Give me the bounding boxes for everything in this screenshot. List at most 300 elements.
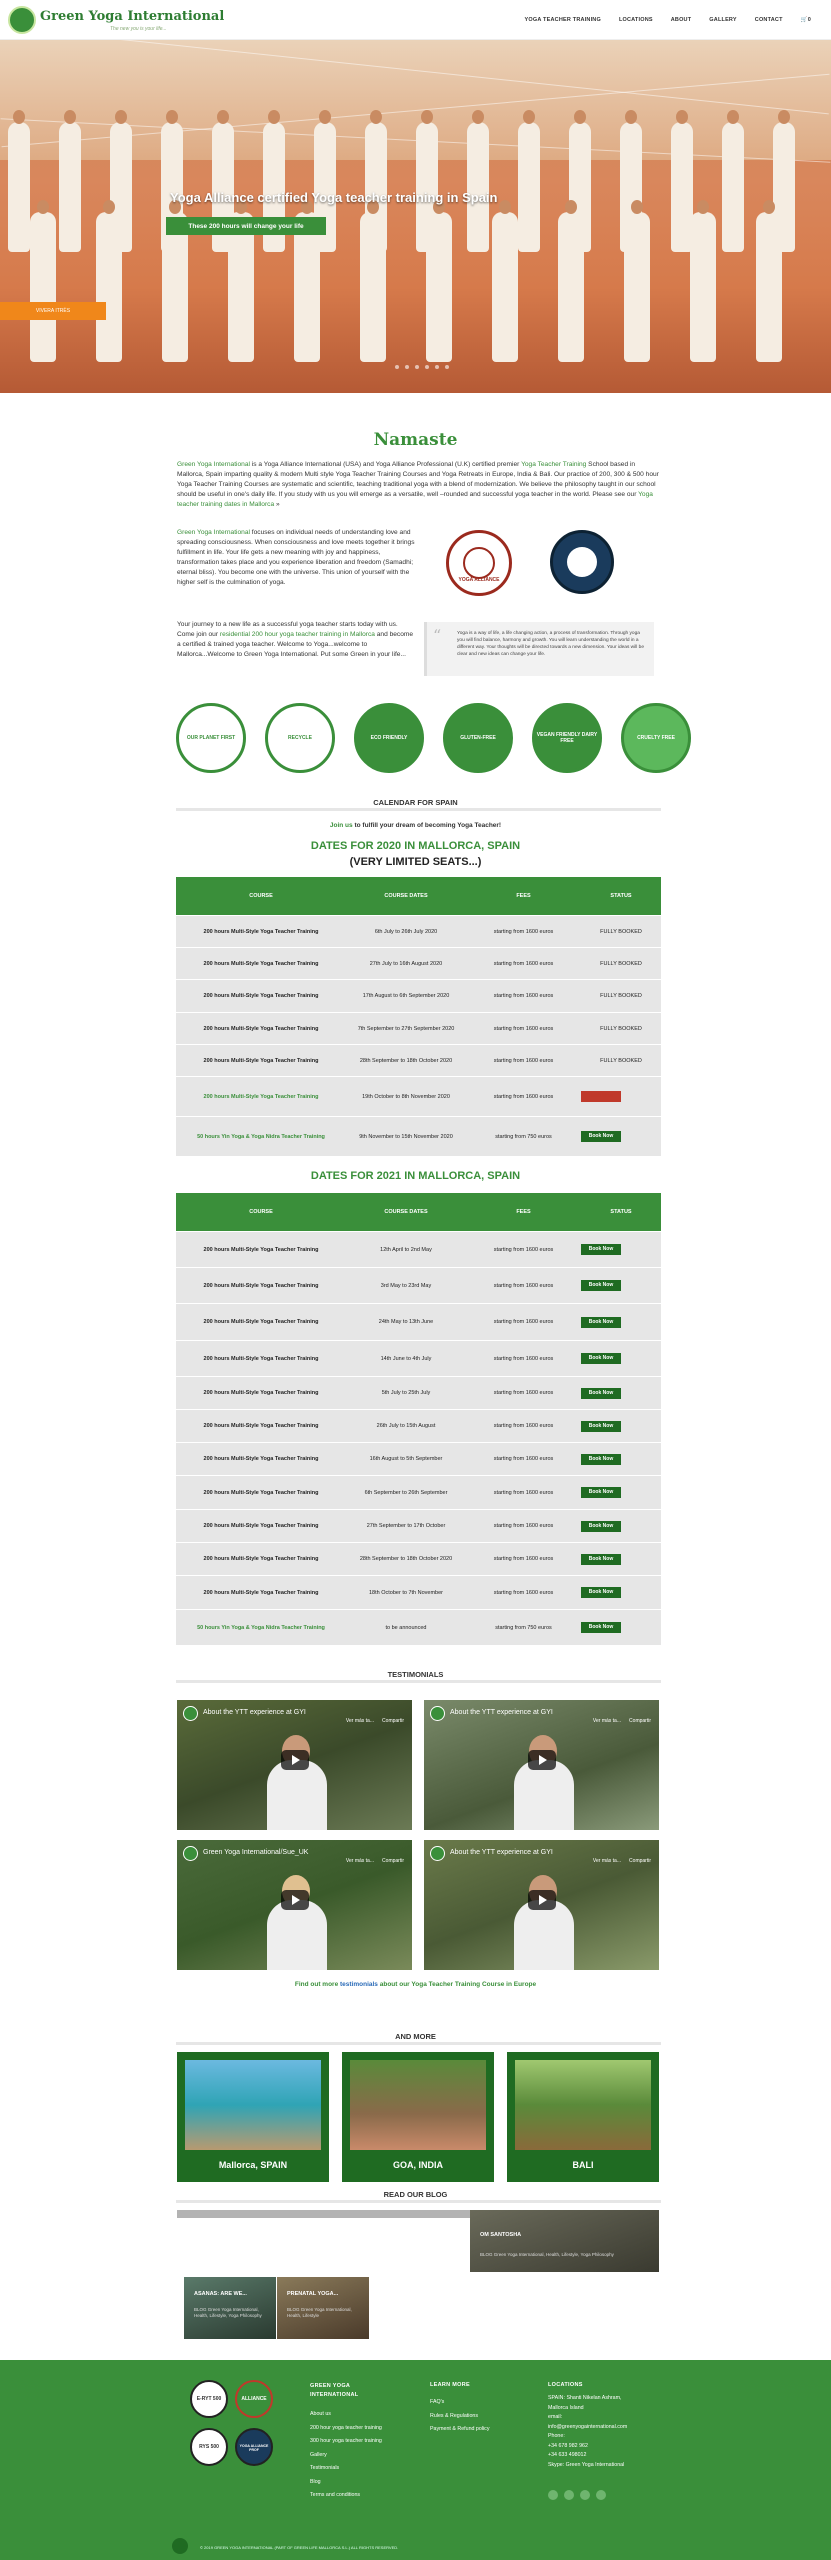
- destination-label[interactable]: GOA, INDIA: [392, 2160, 443, 2170]
- course-cell: 200 hours Multi-Style Yoga Teacher Training: [203, 993, 319, 999]
- fees-cell: starting from 1600 euros: [493, 1025, 554, 1032]
- col-course: COURSE: [249, 1209, 273, 1215]
- status-cell: [581, 1244, 661, 1255]
- nav-yoga-teacher-training[interactable]: YOGA TEACHER TRAINING: [524, 17, 601, 23]
- footer-skype[interactable]: Skype: Green Yoga International: [548, 2461, 625, 2468]
- video-title[interactable]: Green Yoga International/Sue_UK: [203, 1849, 309, 1856]
- status-cell: FULLY BOOKED: [600, 928, 642, 935]
- eco-icons-row: [176, 703, 691, 773]
- brand-link[interactable]: Green Yoga International: [177, 529, 250, 536]
- status-cell: [581, 1622, 661, 1633]
- fees-cell: starting from 1600 euros: [493, 1556, 554, 1562]
- yoga-alliance-prof-badge: [235, 2428, 273, 2466]
- testimonial-video-4[interactable]: [424, 1840, 659, 1970]
- dates-cell: 6th July to 26th July 2020: [374, 928, 438, 935]
- course-cell: 200 hours Multi-Style Yoga Teacher Training: [203, 1355, 319, 1362]
- channel-avatar[interactable]: [183, 1706, 198, 1721]
- footer-phone-1[interactable]: +34 678 982 962: [548, 2442, 588, 2449]
- hero-person-head: [268, 110, 280, 124]
- course-cell: 200 hours Multi-Style Yoga Teacher Training: [203, 1319, 319, 1325]
- footer-logo-icon[interactable]: [172, 2538, 188, 2554]
- course-cell: 200 hours Multi-Style Yoga Teacher Training: [203, 928, 319, 935]
- footer-link-200[interactable]: 200 hour yoga teacher training: [310, 2424, 382, 2431]
- find-more-text: [0, 1981, 831, 1988]
- hero-person-head: [697, 200, 709, 214]
- course-cell: 200 hours Multi-Style Yoga Teacher Training: [203, 1556, 319, 1562]
- hero-person-head: [37, 200, 49, 214]
- status-cell: [581, 1131, 661, 1142]
- course-cell: 200 hours Multi-Style Yoga Teacher Training: [203, 1489, 319, 1496]
- logo-icon[interactable]: [8, 6, 36, 34]
- footer-link-faq[interactable]: FAQ's: [430, 2399, 445, 2405]
- yoga-alliance-badge: [446, 530, 512, 596]
- main-nav: [525, 17, 811, 23]
- vegan-dairy-free-icon: VEGAN FRIENDLY DAIRY FREE: [532, 703, 602, 773]
- channel-avatar[interactable]: [183, 1846, 198, 1861]
- blog-post-meta: BLOG Green Yoga International, Health, Lifestyle, Yoga Philosophy: [480, 2252, 614, 2257]
- hero-person: [467, 122, 489, 252]
- badge-icon: [567, 547, 597, 577]
- fees-cell: starting from 1600 euros: [493, 1246, 554, 1253]
- cart-count: 0: [807, 17, 811, 23]
- footer-phone-2[interactable]: +34 633 498012: [548, 2452, 587, 2458]
- fees-cell: starting from 1600 euros: [493, 1390, 554, 1396]
- text: »: [274, 501, 280, 508]
- book-now-button[interactable]: Book Now: [581, 1244, 621, 1255]
- person-body: [514, 1900, 574, 1970]
- table-row: [176, 1012, 661, 1044]
- table-row: [176, 1340, 661, 1376]
- hero-person-head: [13, 110, 25, 124]
- fees-cell: starting from 750 euros: [495, 1133, 552, 1140]
- copyright: © 2019 GREEN YOGA INTERNATIONAL (PART OF GREEN LIFE MALLORCA S.L.) ALL RIGHTS RESERVED.: [200, 2545, 399, 2550]
- badge-icon: [463, 547, 495, 579]
- logo-text[interactable]: Green Yoga International: [40, 9, 225, 24]
- text: is a Yoga Alliance International (USA) and Yoga Alliance Professional (U.K) certified premier: [249, 461, 522, 468]
- fees-cell: starting from 1600 euros: [493, 1355, 554, 1362]
- instagram-icon[interactable]: [564, 2490, 574, 2500]
- fees-cell: starting from 1600 euros: [493, 1093, 554, 1100]
- book-now-button[interactable]: Book Now: [581, 1421, 621, 1432]
- hero-person: [360, 212, 386, 362]
- status-cell: [581, 1454, 661, 1465]
- badge-label: RYS 500: [199, 2444, 219, 2450]
- hero-person: [8, 122, 30, 252]
- fees-cell: starting from 1600 euros: [493, 928, 554, 935]
- course-cell: 50 hours Yin Yoga & Yoga Nidra Teacher Training: [197, 1133, 325, 1140]
- intro-paragraph-3: [177, 620, 415, 660]
- table-row: [176, 979, 661, 1012]
- dates-2021-table: [176, 1193, 661, 1645]
- dates-2020-table: [176, 877, 661, 1156]
- blog-post-title[interactable]: PRENATAL YOGA...: [287, 2291, 339, 2297]
- dates-cell: 24th May to 13th June: [378, 1319, 434, 1325]
- calendar-section-title: CALENDAR FOR SPAIN: [373, 798, 458, 807]
- footer-link-terms[interactable]: Terms and conditions: [310, 2492, 361, 2498]
- fees-cell: starting from 1600 euros: [493, 1523, 554, 1529]
- dates-2021-title: DATES FOR 2021 IN MALLORCA, SPAIN: [310, 1170, 521, 1182]
- dates-cell: 7th September to 27th September 2020: [357, 1025, 455, 1032]
- badge-label: E-RYT 500: [196, 2396, 222, 2402]
- e-ryt-500-badge: [190, 2380, 228, 2418]
- blog-post-title[interactable]: OM SANTOSHA: [480, 2232, 522, 2238]
- hero-person-head: [523, 110, 535, 124]
- hero-person: [722, 122, 744, 252]
- footer-email-link[interactable]: info@greenyogainternational.com: [548, 2423, 628, 2430]
- status-cell: FULLY BOOKED: [600, 993, 642, 999]
- book-now-button[interactable]: Book Now: [581, 1317, 621, 1328]
- dates-cell: 3rd May to 23rd May: [380, 1282, 432, 1289]
- hero-person-head: [370, 110, 382, 124]
- book-now-button[interactable]: Book Now: [581, 1587, 621, 1598]
- footer-link-rules[interactable]: Rules & Regulations: [430, 2412, 478, 2419]
- dates-cell: 28th September to 18th October 2020: [359, 1556, 453, 1562]
- watch-later-icon[interactable]: Ver más ta...: [345, 1718, 374, 1724]
- loc-line: Mallorca Island: [548, 2404, 584, 2411]
- join-us-link[interactable]: Join us: [329, 822, 353, 829]
- intro-paragraph-1: [177, 460, 659, 510]
- course-cell: 200 hours Multi-Style Yoga Teacher Training: [203, 1423, 319, 1429]
- hero-person-head: [166, 110, 178, 124]
- book-now-button[interactable]: Book Now: [581, 1388, 621, 1399]
- intro-paragraph-2: [177, 528, 415, 588]
- destination-label[interactable]: BALI: [572, 2160, 594, 2170]
- book-now-button[interactable]: Book Now: [581, 1280, 621, 1291]
- table-row: [176, 1116, 661, 1156]
- blog-post-title[interactable]: ASANAS: ARE WE...: [194, 2291, 247, 2297]
- watch-later-icon[interactable]: Ver más ta...: [592, 1718, 621, 1724]
- site-header: [0, 0, 831, 40]
- loc-line: SPAIN: Shanti Nikelan Ashram,: [548, 2395, 622, 2401]
- text: Your journey to a new life as a successful yoga teacher starts today with us. Come join our: [177, 621, 398, 638]
- share-icon[interactable]: Compartir: [629, 1718, 651, 1724]
- table-row: [176, 1442, 661, 1475]
- course-cell: 200 hours Multi-Style Yoga Teacher Training: [203, 1093, 319, 1100]
- hero-person-head: [625, 110, 637, 124]
- dates-cell: 6th September to 26th September: [364, 1489, 448, 1496]
- table-row: [176, 1509, 661, 1542]
- dates-cell: 27th September to 17th October: [366, 1523, 446, 1529]
- table-row: [176, 1542, 661, 1575]
- dates-2020-title: DATES FOR 2020 IN MALLORCA, SPAIN: [310, 840, 521, 852]
- hero-person: [30, 212, 56, 362]
- text: Find out more: [294, 1981, 340, 1988]
- video-title[interactable]: About the YTT experience at GYI: [450, 1849, 553, 1856]
- status-cell: [581, 1317, 661, 1328]
- fees-cell: starting from 750 euros: [495, 1624, 552, 1631]
- namaste-heading: Namaste: [373, 430, 458, 450]
- dates-link[interactable]: Yoga teacher training dates in Mallorca: [177, 491, 653, 508]
- book-now-button[interactable]: Book Now: [581, 1521, 621, 1532]
- destination-bali[interactable]: [507, 2052, 659, 2182]
- dates-cell: 12th April to 2nd May: [380, 1246, 432, 1253]
- col-status: STATUS: [610, 893, 632, 899]
- footer-learn-links: [430, 2396, 489, 2437]
- blog-post-om-santosha[interactable]: [470, 2210, 659, 2272]
- play-icon[interactable]: [281, 1750, 309, 1770]
- eco-friendly-icon: ECO FRIENDLY: [354, 703, 424, 773]
- testimonials-link[interactable]: testimonials: [340, 1981, 378, 1988]
- social-icons: [548, 2490, 628, 2502]
- table-header: [176, 1193, 661, 1231]
- footer-link-about[interactable]: About us: [310, 2411, 331, 2417]
- dates-cell: 9th November to 15th November 2020: [359, 1133, 453, 1140]
- hero-person-head: [217, 110, 229, 124]
- fees-cell: starting from 1600 euros: [493, 1282, 554, 1289]
- loc-line: email:: [548, 2414, 563, 2420]
- gluten-free-icon: GLUTEN-FREE: [443, 703, 513, 773]
- testimonial-video-1[interactable]: [177, 1700, 412, 1830]
- slider-dot[interactable]: [395, 365, 399, 369]
- hero-cta-button[interactable]: These 200 hours will change your life: [166, 217, 326, 235]
- status-cell: FULLY BOOKED: [600, 1057, 642, 1064]
- divider: [176, 1680, 661, 1683]
- col-fees: FEES: [516, 1209, 531, 1215]
- recycle-icon: RECYCLE: [265, 703, 335, 773]
- divider: [176, 2042, 661, 2045]
- text: and become a certified & trained yoga teacher. Welcome to Yoga...welcome to Mallorca...Welcome to Green Yoga International. Put some Green in your life...: [177, 631, 414, 658]
- dates-cell: 17th August to 6th September 2020: [362, 993, 450, 999]
- ytt-link[interactable]: Yoga Teacher Training: [521, 461, 587, 468]
- fees-cell: starting from 1600 euros: [493, 1319, 554, 1325]
- hero-person-head: [64, 110, 76, 124]
- cruelty-free-icon: CRUELTY FREE: [621, 703, 691, 773]
- loc-line: Phone:: [548, 2433, 565, 2439]
- course-cell: 200 hours Multi-Style Yoga Teacher Training: [203, 1523, 319, 1529]
- table-row: [176, 1231, 661, 1267]
- col-dates: COURSE DATES: [384, 893, 428, 899]
- dates-cell: 26th July to 15th August: [376, 1423, 436, 1429]
- footer-link-300[interactable]: 300 hour yoga teacher training: [310, 2438, 382, 2444]
- table-row: [176, 1076, 661, 1116]
- hero-person-head: [499, 200, 511, 214]
- channel-avatar[interactable]: [430, 1706, 445, 1721]
- hero-person-head: [778, 110, 790, 124]
- cart-icon[interactable]: 🛒0: [800, 17, 811, 23]
- course-cell: 200 hours Multi-Style Yoga Teacher Training: [203, 1246, 319, 1253]
- fees-cell: starting from 1600 euros: [493, 1589, 554, 1596]
- play-icon[interactable]: [281, 1890, 309, 1910]
- course-cell: 200 hours Multi-Style Yoga Teacher Training: [203, 1025, 319, 1032]
- dates-cell: 16th August to 5th September: [369, 1456, 443, 1462]
- table-row: [176, 1267, 661, 1303]
- nav-gallery[interactable]: GALLERY: [709, 17, 737, 23]
- share-icon[interactable]: Compartir: [629, 1858, 651, 1864]
- youtube-icon[interactable]: [580, 2490, 590, 2500]
- hero-person-head: [103, 200, 115, 214]
- video-title[interactable]: About the YTT experience at GYI: [450, 1709, 553, 1716]
- slider-dot[interactable]: [445, 365, 449, 369]
- hero-person: [624, 212, 650, 362]
- col-status: STATUS: [610, 1209, 632, 1215]
- twitter-icon[interactable]: [596, 2490, 606, 2500]
- status-cell: [581, 1353, 661, 1364]
- table-row: [176, 947, 661, 979]
- dates-cell: 28th September to 18th October 2020: [359, 1057, 453, 1064]
- book-now-button[interactable]: Book Now: [581, 1554, 621, 1565]
- book-now-button[interactable]: Book Now: [581, 1454, 621, 1465]
- footer-locations: [548, 2394, 627, 2470]
- hero-side-button[interactable]: VIVERA ITRÈS: [0, 302, 106, 320]
- book-now-button[interactable]: Book Now: [581, 1487, 621, 1498]
- hero-person: [518, 122, 540, 252]
- slider-dot[interactable]: [405, 365, 409, 369]
- residential-ytt-link[interactable]: residential 200 hour yoga teacher training in Mallorca: [219, 631, 375, 638]
- share-icon[interactable]: Compartir: [382, 1858, 404, 1864]
- blog-post-meta: BLOG Green Yoga International, Health, Lifestyle, Yoga Philosophy: [194, 2307, 262, 2318]
- dates-cell: 5th July to 25th July: [381, 1390, 431, 1396]
- testimonial-video-3[interactable]: [177, 1840, 412, 1970]
- mallorca-image: [185, 2060, 321, 2150]
- hero-slider: [0, 40, 831, 393]
- person-body: [267, 1900, 327, 1970]
- hero-person: [492, 212, 518, 362]
- hero-person-head: [421, 110, 433, 124]
- quote-text: Yoga is a way of life, a life changing action, a process of transformation. Through yoga you will find balance, harmony and growth. You will learn understanding the world in a different way. Your thoughts will be directed towards a new dimension. Your ideas will be clear and new ideas can change your life.: [457, 631, 645, 657]
- status-cell: [581, 1280, 661, 1291]
- text: School based in Mallorca, Spain imparting quality & modern Multi style Yoga Teacher Training Courses and Yoga Retreats in Europe, India & Bali. Our practice of 200, 300 & 500 hour Yoga Teacher Training Courses are systematic and scientific, teaching traditional yoga with a blend of modernization. We believe the philosophy taught in our school should be useful in one's daily life. If you study with us you will emerge as a versatile, well –rounded and successful yoga teacher in the world. Please see our: [177, 461, 659, 498]
- status-cell: [581, 1388, 661, 1399]
- watch-later-icon[interactable]: Ver más ta...: [592, 1858, 621, 1864]
- status-cell: [581, 1091, 661, 1102]
- table-row: [176, 1475, 661, 1509]
- footer-brand-title: GREEN YOGA INTERNATIONAL: [310, 2383, 359, 2398]
- watch-later-icon[interactable]: Ver más ta...: [345, 1858, 374, 1864]
- hero-person-head: [631, 200, 643, 214]
- table-row: [176, 1609, 661, 1645]
- slider-dot[interactable]: [425, 365, 429, 369]
- hero-title: Yoga Alliance certified Yoga teacher training in Spain: [170, 190, 498, 205]
- badge-label: YOGA ALLIANCE: [458, 577, 500, 583]
- footer-link-refund[interactable]: Payment & Refund policy: [430, 2426, 490, 2432]
- play-icon[interactable]: [528, 1890, 556, 1910]
- hero-person-head: [574, 110, 586, 124]
- text: focuses on individual needs of understanding love and spreading consciousness. When consciousness and love meets together it brings fulfillment in life. Your life gets a new meaning with joy and happiness, transformation takes place and you experience liberation and freedom (Samadhi; eternal bliss). You become one with the universe. This union of yourself with the higher self is the culmination of yoga.: [177, 529, 415, 586]
- course-cell: 200 hours Multi-Style Yoga Teacher Training: [203, 1589, 319, 1596]
- status-cell: FULLY BOOKED: [600, 960, 642, 967]
- hero-person-head: [472, 110, 484, 124]
- table-row: [176, 1575, 661, 1609]
- slider-dot[interactable]: [435, 365, 439, 369]
- dates-cell: 27th July to 16th August 2020: [369, 960, 443, 967]
- share-icon[interactable]: Compartir: [382, 1718, 404, 1724]
- table-row: [176, 1044, 661, 1076]
- status-cell: FULLY BOOKED: [600, 1025, 642, 1032]
- fees-cell: starting from 1600 euros: [493, 1057, 554, 1064]
- table-row: [176, 1376, 661, 1409]
- book-now-button[interactable]: Book Now: [581, 1353, 621, 1364]
- dates-2020-subtitle: (VERY LIMITED SEATS...): [349, 856, 482, 868]
- logo-tagline: The new you is your life...: [110, 26, 167, 32]
- goa-image: [350, 2060, 486, 2150]
- dates-cell: to be announced: [385, 1624, 427, 1631]
- hero-person-head: [676, 110, 688, 124]
- dates-cell: 14th June to 4th July: [380, 1355, 432, 1362]
- site-footer: [0, 2360, 831, 2560]
- rys-500-badge: [190, 2428, 228, 2466]
- course-cell: 200 hours Multi-Style Yoga Teacher Training: [203, 1390, 319, 1396]
- table-row: [176, 1303, 661, 1340]
- footer-link-testimonials[interactable]: Testimonials: [310, 2465, 340, 2471]
- course-cell: 200 hours Multi-Style Yoga Teacher Training: [203, 960, 319, 967]
- testimonial-video-2[interactable]: [424, 1700, 659, 1830]
- channel-avatar[interactable]: [430, 1846, 445, 1861]
- fees-cell: starting from 1600 euros: [493, 1423, 554, 1429]
- quote-icon: “: [433, 626, 442, 645]
- table-header: [176, 877, 661, 915]
- book-now-button[interactable]: Book Now: [581, 1091, 621, 1102]
- slider-dot[interactable]: [415, 365, 419, 369]
- nav-locations[interactable]: LOCATIONS: [618, 17, 653, 23]
- badge-label: ALLIANCE: [241, 2396, 267, 2402]
- hero-person-head: [727, 110, 739, 124]
- fees-cell: starting from 1600 euros: [493, 1489, 554, 1496]
- blog-post-asanas[interactable]: [184, 2277, 276, 2339]
- invite-text: [0, 822, 831, 829]
- destination-label[interactable]: Mallorca, SPAIN: [218, 2160, 288, 2170]
- divider: [176, 2200, 661, 2203]
- col-course: COURSE: [249, 893, 273, 899]
- yoga-quote: [424, 622, 654, 676]
- alliance-badge: [235, 2380, 273, 2418]
- footer-brand-links: [310, 2408, 382, 2503]
- footer-link-blog[interactable]: Blog: [310, 2478, 321, 2485]
- badge-label: YOGA ALLIANCE PROF: [239, 2444, 269, 2452]
- person-body: [267, 1760, 327, 1830]
- yoga-alliance-professionals-badge: [550, 530, 614, 594]
- footer-locations-title: LOCATIONS: [548, 2382, 583, 2388]
- text: about our Yoga Teacher Training Course in Europe: [377, 1981, 537, 1988]
- status-cell: [581, 1487, 661, 1498]
- course-cell: 50 hours Yin Yoga & Yoga Nidra Teacher Training: [197, 1624, 325, 1631]
- col-fees: FEES: [516, 893, 531, 899]
- course-cell: 200 hours Multi-Style Yoga Teacher Training: [203, 1057, 319, 1064]
- table-row: [176, 915, 661, 947]
- video-title[interactable]: About the YTT experience at GYI: [203, 1709, 306, 1716]
- fees-cell: starting from 1600 euros: [493, 993, 554, 999]
- blog-post-prenatal-yoga[interactable]: [277, 2277, 369, 2339]
- footer-learn-title: LEARN MORE: [430, 2382, 470, 2388]
- nav-contact[interactable]: CONTACT: [754, 17, 783, 23]
- hero-person-head: [565, 200, 577, 214]
- person-body: [514, 1760, 574, 1830]
- dates-cell: 18th October to 7th November: [369, 1589, 443, 1596]
- facebook-icon[interactable]: [548, 2490, 558, 2500]
- nav-about[interactable]: ABOUT: [670, 17, 692, 23]
- slider-dots: [395, 365, 449, 369]
- hero-person-head: [319, 110, 331, 124]
- brand-link[interactable]: Green Yoga International: [177, 461, 250, 468]
- blog-post-meta: BLOG Green Yoga International, Health, Lifestyle: [287, 2307, 352, 2318]
- play-icon[interactable]: [528, 1750, 556, 1770]
- bali-image: [515, 2060, 651, 2150]
- and-more-section-title: AND MORE: [395, 2032, 436, 2041]
- book-now-button[interactable]: Book Now: [581, 1131, 621, 1142]
- status-cell: [581, 1521, 661, 1532]
- table-row: [176, 1409, 661, 1442]
- destination-mallorca[interactable]: [177, 2052, 329, 2182]
- fees-cell: starting from 1600 euros: [493, 960, 554, 967]
- hero-person: [96, 212, 122, 362]
- divider: [176, 808, 661, 811]
- book-now-button[interactable]: Book Now: [581, 1622, 621, 1633]
- testimonials-section-title: TESTIMONIALS: [387, 1670, 444, 1679]
- footer-link-gallery[interactable]: Gallery: [310, 2451, 327, 2458]
- destination-goa[interactable]: [342, 2052, 494, 2182]
- col-dates: COURSE DATES: [384, 1209, 428, 1215]
- fees-cell: starting from 1600 euros: [493, 1456, 554, 1462]
- course-cell: 200 hours Multi-Style Yoga Teacher Training: [203, 1456, 319, 1462]
